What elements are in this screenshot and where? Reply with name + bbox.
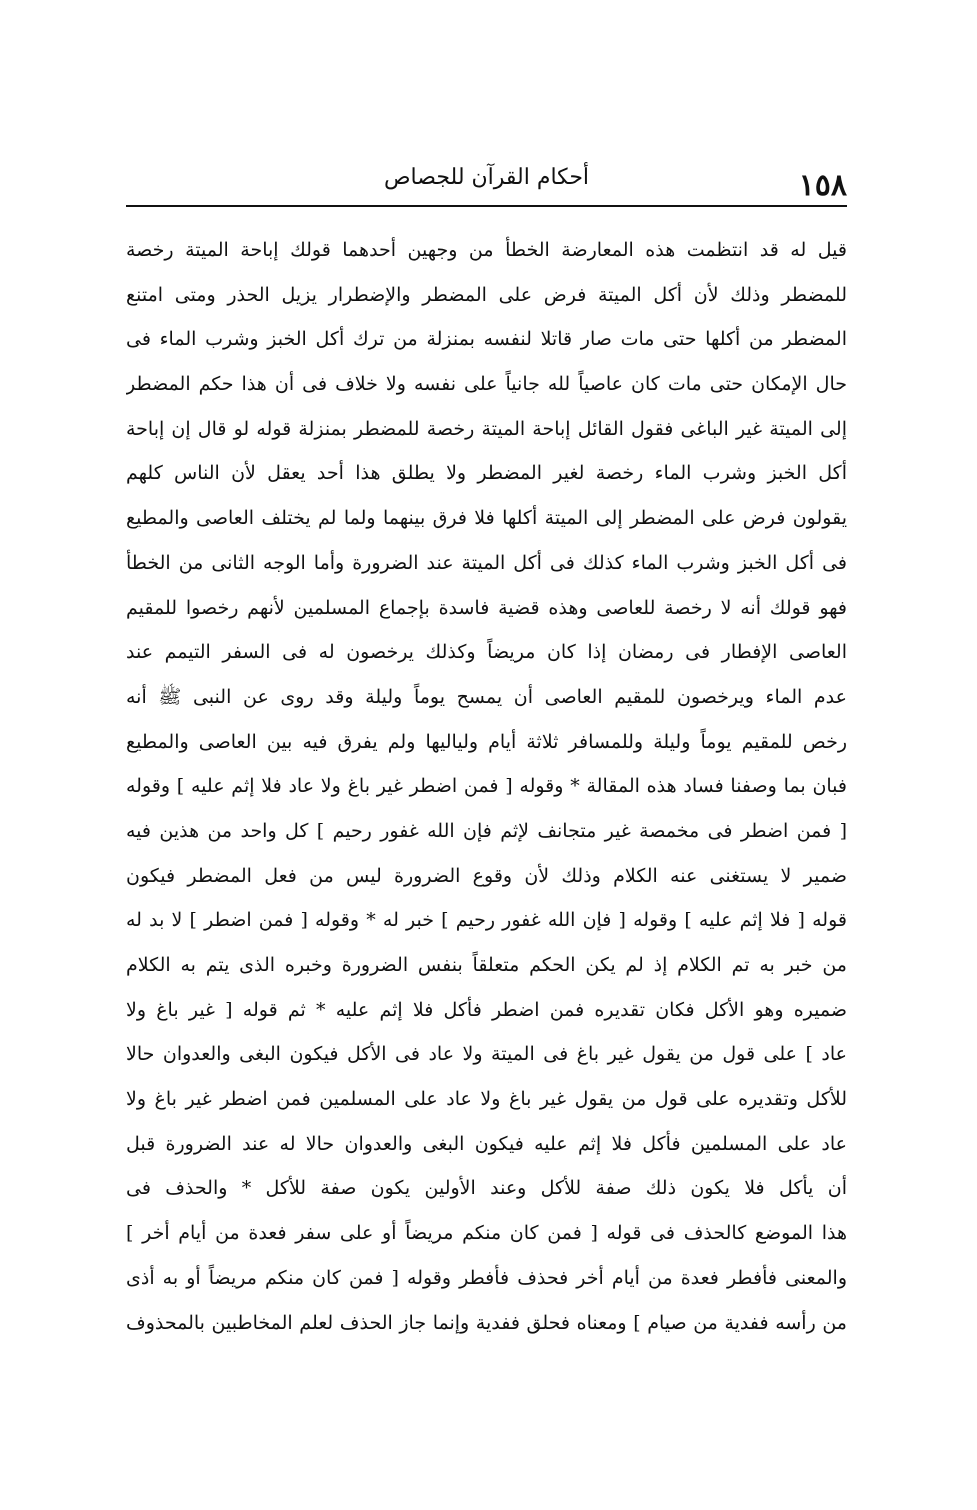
page-header <box>126 160 847 202</box>
text-line: أكل الخبز وشرب الماء رخصة لغير المضطر ولا يطلق هذا أحد يعقل لأن الناس كلهم <box>126 462 847 485</box>
text-line: ضمير لا يستغنى عنه الكلام وذلك لأن وقوع الضرورة ليس من فعل المضطر فيكون <box>126 864 847 887</box>
text-line: فى أكل الخبز وشرب الماء كذلك فى أكل الميتة عند الضرورة وأما الوجه الثانى من الخطأ <box>126 551 847 574</box>
text-line: عاد على المسلمين فأكل فلا إثم عليه فيكون البغى والعدوان حالا له عند الضرورة قبل <box>126 1132 847 1155</box>
text-line: حال الإمكان حتى مات كان عاصياً لله جانياً على نفسه ولا خلاف فى أن هذا حكم المضطر <box>126 373 847 396</box>
text-line: أن يأكل فلا يكون ذلك صفة للأكل وعند الأولين يكون صفة للأكل * والحذف فى <box>126 1177 847 1200</box>
text-line: [ فمن اضطر فى مخمصة غير متجانف لإثم فإن الله غفور رحيم ] كل واحد من هذين فيه <box>126 819 847 842</box>
text-line: العاصى الإفطار فى رمضان إذا كان مريضاً وكذلك يرخصون له فى السفر التيمم عند <box>126 641 847 664</box>
text-line: عاد ] على قول من يقول غير باغ فى الميتة ولا عاد فى الأكل فيكون البغى والعدوان حالا <box>126 1043 847 1066</box>
text-line: رخص للمقيم يوماً وليلة وللمسافر ثلاثة أيام ولياليها ولم يفرق فيه بين العاصى والمطيع <box>126 730 847 753</box>
text-line: قيل له قد انتظمت هذه المعارضة الخطأ من وجهين أحدهما قولك إباحة الميتة رخصة <box>126 239 847 261</box>
text-line: عدم الماء ويرخصون للمقيم العاصى أن يمسح يوماً وليلة وقد روى عن النبى ﷺ أنه <box>126 685 847 708</box>
text-line: إلى الميتة غير الباغى فقول القائل إباحة الميتة رخصة للمضطر بمنزلة قوله لو قال إن إباحة <box>126 417 847 440</box>
text-line: فبان بما وصفنا فساد هذه المقالة * وقوله [ فمن اضطر غير باغ ولا عاد فلا إثم عليه ] وقوله <box>126 775 847 798</box>
text-line: هذا الموضع كالحذف فى قوله [ فمن كان منكم مريضاً أو على سفر فعدة من أيام أخر ] <box>126 1222 847 1245</box>
body-text <box>126 228 847 1345</box>
text-line: من رأسه ففدية من صيام ] ومعناه فحلق ففدية وإنما جاز الحذف لعلم المخاطبين بالمحذوف <box>126 1311 847 1334</box>
text-line: قوله [ فلا إثم عليه ] وقوله [ فإن الله غفور رحيم ] خبر له * وقوله [ فمن اضطر ] لا بد له <box>126 909 847 932</box>
text-line: والمعنى فأفطر فعدة من أيام أخر فحذف فأفطر وقوله [ فمن كان منكم مريضاً أو به أذى <box>126 1266 847 1289</box>
text-line: فهو قولك أنه لا رخصة للعاصى وهذه قضية فاسدة بإجماع المسلمين لأنهم رخصوا للمقيم <box>126 596 847 619</box>
text-line: للأكل وتقديره على قول من يقول غير باغ ولا عاد على المسلمين فمن اضطر غير باغ ولا <box>126 1088 847 1111</box>
text-line: ضميره وهو الأكل فكان تقديره فمن اضطر فأكل فلا إثم عليه * ثم قوله [ غير باغ ولا <box>126 998 847 1021</box>
text-line: للمضطر وذلك لأن أكل الميتة فرض على المضطر والإضطرار يزيل الحذر ومتى امتنع <box>126 283 847 306</box>
running-title: أحكام القرآن للجصاص <box>383 165 590 190</box>
text-line: المضطر من أكلها حتى مات صار قاتلا لنفسه بمنزلة من ترك أكل الخبز وشرب الماء فى <box>126 328 847 351</box>
header-divider <box>126 205 847 207</box>
text-line: من خبر به تم الكلام إذ لم يكن الحكم متعلقاً بنفس الضرورة وخبره الذى يتم به الكلام <box>126 954 847 976</box>
page-number: ١٥٨ <box>798 168 847 203</box>
text-line: يقولون فرض على المضطر إلى الميتة أكلها فلا فرق بينهما ولما لم يختلف العاصى والمطيع <box>126 507 847 530</box>
